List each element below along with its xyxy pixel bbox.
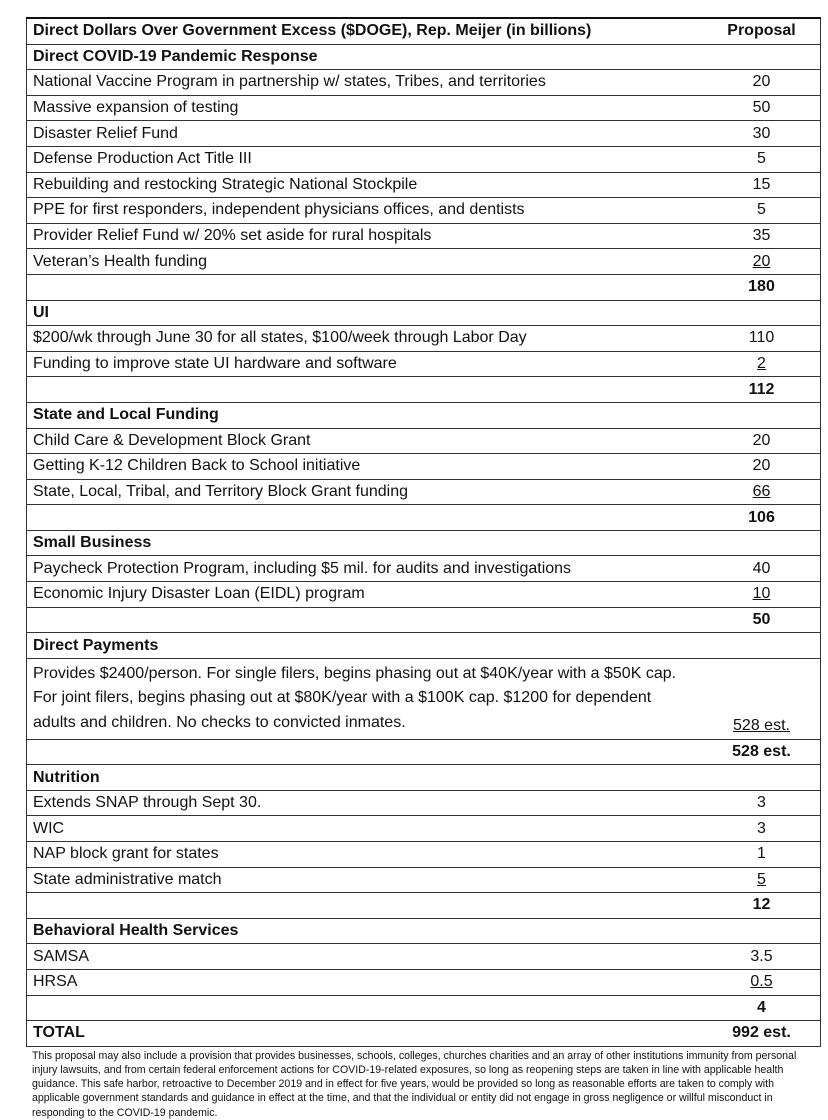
- table-row: [27, 146, 821, 172]
- line-item-label: Extends SNAP through Sept 30.: [27, 790, 704, 816]
- table-row: [27, 121, 821, 147]
- subtotal-value: 528 est.: [703, 739, 821, 765]
- line-item-label: Funding to improve state UI hardware and software: [27, 351, 704, 377]
- subtotal-value: 50: [703, 607, 821, 633]
- line-item-value: [703, 172, 821, 198]
- line-item-amount: 5: [757, 870, 766, 888]
- table-row: [27, 198, 821, 224]
- line-item-label: State administrative match: [27, 867, 704, 893]
- section-heading-row: [27, 918, 821, 944]
- subtotal-value: 4: [703, 995, 821, 1021]
- line-item-value: [703, 658, 821, 739]
- subtotal-row: [27, 377, 821, 403]
- line-item-amount: 5: [757, 150, 766, 168]
- line-item-label: Rebuilding and restocking Strategic National Stockpile: [27, 172, 704, 198]
- line-item-label: State, Local, Tribal, and Territory Block Grant funding: [27, 479, 704, 505]
- subtotal-row: [27, 274, 821, 300]
- section-heading: Direct COVID-19 Pandemic Response: [27, 44, 704, 70]
- section-heading: Behavioral Health Services: [27, 918, 704, 944]
- subtotal-row: [27, 739, 821, 765]
- line-item-amount: 110: [748, 329, 775, 347]
- section-heading: Small Business: [27, 530, 704, 556]
- line-item-value: [703, 198, 821, 224]
- section-heading-value-cell: [703, 633, 821, 659]
- section-heading: UI: [27, 300, 704, 326]
- line-item-value: [703, 249, 821, 275]
- table-row: [27, 556, 821, 582]
- line-item-value: [703, 969, 821, 995]
- table-row: [27, 658, 821, 739]
- total-row: [27, 1021, 821, 1047]
- table-row: [27, 428, 821, 454]
- table-row: [27, 867, 821, 893]
- total-value: 992 est.: [703, 1021, 821, 1047]
- section-heading-row: [27, 402, 821, 428]
- total-label: TOTAL: [27, 1021, 704, 1047]
- subtotal-row: [27, 995, 821, 1021]
- subtotal-value: 12: [703, 893, 821, 919]
- line-item-label: Child Care & Development Block Grant: [27, 428, 704, 454]
- line-item-label: Disaster Relief Fund: [27, 121, 704, 147]
- line-item-label: Provider Relief Fund w/ 20% set aside for rural hospitals: [27, 223, 704, 249]
- line-item-value: [703, 842, 821, 868]
- line-item-label: Defense Production Act Title III: [27, 146, 704, 172]
- subtotal-row: [27, 505, 821, 531]
- subtotal-label-cell: [27, 505, 704, 531]
- line-item-amount: 50: [752, 99, 771, 117]
- subtotal-value: 106: [703, 505, 821, 531]
- section-heading-row: [27, 765, 821, 791]
- section-heading-value-cell: [703, 300, 821, 326]
- line-item-label: Economic Injury Disaster Loan (EIDL) program: [27, 582, 704, 608]
- section-heading-row: [27, 44, 821, 70]
- line-item-label: SAMSA: [27, 944, 704, 970]
- line-item-label: WIC: [27, 816, 704, 842]
- table-title: Direct Dollars Over Government Excess ($DOGE), Rep. Meijer (in billions): [27, 18, 704, 44]
- table-row: [27, 969, 821, 995]
- subtotal-value: 180: [703, 274, 821, 300]
- line-item-amount: 3: [757, 794, 766, 812]
- line-item-value: [703, 428, 821, 454]
- subtotal-label-cell: [27, 607, 704, 633]
- line-item-amount: 0.5: [750, 973, 773, 991]
- line-item-amount: 1: [757, 845, 766, 863]
- line-item-value: [703, 121, 821, 147]
- table-row: [27, 479, 821, 505]
- line-item-label: Veteran’s Health funding: [27, 249, 704, 275]
- line-item-amount: 3: [757, 819, 766, 837]
- line-item-label: National Vaccine Program in partnership w/ states, Tribes, and territories: [27, 70, 704, 96]
- line-item-label: PPE for first responders, independent physicians offices, and dentists: [27, 198, 704, 224]
- line-item-value: [703, 95, 821, 121]
- line-item-value: [703, 944, 821, 970]
- subtotal-label-cell: [27, 893, 704, 919]
- line-item-label: $200/wk through June 30 for all states, $100/week through Labor Day: [27, 326, 704, 352]
- line-item-amount: 66: [752, 482, 771, 500]
- section-heading: State and Local Funding: [27, 402, 704, 428]
- table-row: [27, 842, 821, 868]
- section-heading-row: [27, 300, 821, 326]
- line-item-value: [703, 816, 821, 842]
- proposal-table: [26, 17, 821, 1047]
- table-row: [27, 582, 821, 608]
- line-item-amount: 35: [752, 227, 771, 245]
- line-item-value: [703, 146, 821, 172]
- line-item-label: Massive expansion of testing: [27, 95, 704, 121]
- line-item-amount: 2: [757, 355, 766, 373]
- proposal-document: [26, 17, 807, 1120]
- line-item-label: NAP block grant for states: [27, 842, 704, 868]
- line-item-amount: 30: [752, 124, 771, 142]
- line-item-amount: 5: [757, 201, 766, 219]
- footnote: This proposal may also include a provision that provides businesses, schools, colleges, churches charities and an array of other institutions immunity from personal injury lawsuits, and from certain federal enforcement actions for COVID-19-related exposures, so long as reopening steps are taken in line with applicable health guidance. This safe harbor, retroactive to December 2019 and in effect for five years, would be provided so long as reasonable efforts are taken to comply with applicable government standards and guidance in effect at the time, and that the individual or entity did not engage in gross negligence or willful misconduct in responding to the COVID-19 pandemic.: [32, 1049, 797, 1119]
- line-item-label: Provides $2400/person. For single filers, begins phasing out at $40K/year with a $50K cap. For joint filers, begins phasing out at $80K/year with a $100K cap. $1200 for dependent adults and children. No checks to convicted inmates.: [27, 658, 704, 739]
- line-item-amount: 20: [752, 73, 771, 91]
- subtotal-label-cell: [27, 995, 704, 1021]
- line-item-value: [703, 479, 821, 505]
- subtotal-value: 112: [703, 377, 821, 403]
- line-item-label: Getting K-12 Children Back to School initiative: [27, 454, 704, 480]
- line-item-amount: 528 est.: [733, 716, 790, 734]
- table-row: [27, 70, 821, 96]
- line-item-value: [703, 351, 821, 377]
- line-item-value: [703, 454, 821, 480]
- subtotal-label-cell: [27, 274, 704, 300]
- table-row: [27, 454, 821, 480]
- section-heading-value-cell: [703, 918, 821, 944]
- table-row: [27, 223, 821, 249]
- line-item-value: [703, 556, 821, 582]
- table-row: [27, 351, 821, 377]
- section-heading-value-cell: [703, 765, 821, 791]
- table-row: [27, 95, 821, 121]
- line-item-value: [703, 70, 821, 96]
- line-item-value: [703, 223, 821, 249]
- line-item-amount: 20: [752, 431, 771, 449]
- table-row: [27, 944, 821, 970]
- line-item-value: [703, 582, 821, 608]
- subtotal-label-cell: [27, 377, 704, 403]
- section-heading-row: [27, 530, 821, 556]
- section-heading-value-cell: [703, 402, 821, 428]
- line-item-amount: 20: [752, 252, 771, 270]
- section-heading-row: [27, 633, 821, 659]
- line-item-amount: 20: [752, 457, 771, 475]
- line-item-label: HRSA: [27, 969, 704, 995]
- column-header-proposal: Proposal: [703, 18, 821, 44]
- section-heading: Nutrition: [27, 765, 704, 791]
- line-item-value: [703, 326, 821, 352]
- line-item-value: [703, 867, 821, 893]
- subtotal-row: [27, 607, 821, 633]
- section-heading: Direct Payments: [27, 633, 704, 659]
- section-heading-value-cell: [703, 44, 821, 70]
- table-row: [27, 816, 821, 842]
- line-item-amount: 3.5: [750, 947, 773, 965]
- table-row: [27, 326, 821, 352]
- table-row: [27, 249, 821, 275]
- line-item-amount: 10: [752, 585, 771, 603]
- table-row: [27, 172, 821, 198]
- subtotal-row: [27, 893, 821, 919]
- line-item-label: Paycheck Protection Program, including $5 mil. for audits and investigations: [27, 556, 704, 582]
- line-item-amount: 40: [752, 559, 771, 577]
- table-header-row: [27, 18, 821, 44]
- subtotal-label-cell: [27, 739, 704, 765]
- section-heading-value-cell: [703, 530, 821, 556]
- table-row: [27, 790, 821, 816]
- line-item-amount: 15: [752, 175, 771, 193]
- line-item-value: [703, 790, 821, 816]
